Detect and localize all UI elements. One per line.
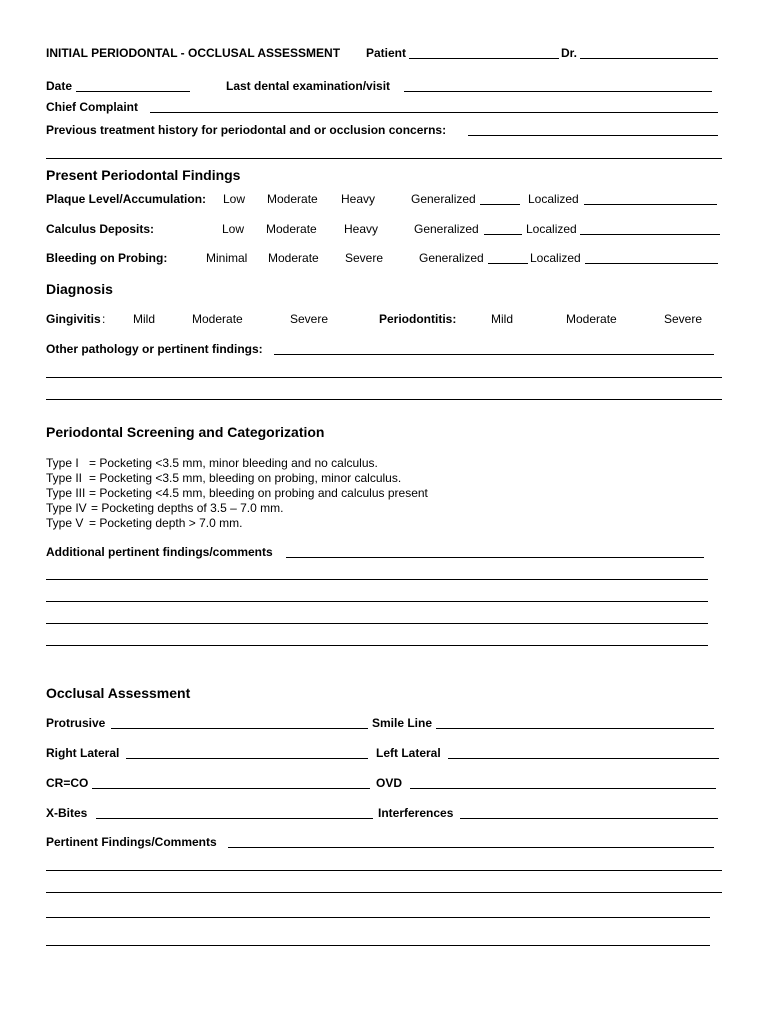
left-lateral-field[interactable] [448,758,719,759]
ovd-label: OVD [376,776,403,790]
bleeding-localized-field[interactable] [585,263,718,264]
cr-co-label: CR=CO [46,776,89,790]
plaque-generalized-field[interactable] [480,204,520,205]
type-i-label: Type I [46,456,79,470]
additional-findings-field[interactable] [286,557,704,558]
calculus-option-heavy[interactable]: Heavy [344,222,379,236]
gingivitis-label: Gingivitis [46,312,101,326]
bleeding-option-minimal[interactable]: Minimal [206,251,248,265]
calculus-option-low[interactable]: Low [222,222,245,236]
plaque-localized-field[interactable] [584,204,717,205]
screening-heading: Periodontal Screening and Categorization [46,424,325,440]
diagnosis-heading: Diagnosis [46,281,113,297]
type-iv-label: Type IV [46,501,87,515]
periodontitis-option-moderate[interactable]: Moderate [566,312,617,326]
doctor-label: Dr. [561,46,578,60]
bleeding-generalized-label: Generalized [419,251,484,265]
additional-findings-line-4[interactable] [46,623,708,624]
other-pathology-line-3[interactable] [46,399,722,400]
additional-findings-line-3[interactable] [46,601,708,602]
last-exam-label: Last dental examination/visit [226,79,391,93]
smile-line-label: Smile Line [372,716,433,730]
interferences-field[interactable] [460,818,718,819]
bleeding-option-moderate[interactable]: Moderate [268,251,319,265]
plaque-option-heavy[interactable]: Heavy [341,192,376,206]
date-label: Date [46,79,73,93]
cr-co-field[interactable] [92,788,370,789]
calculus-localized-field[interactable] [580,234,720,235]
type-i-desc: = Pocketing <3.5 mm, minor bleeding and no calculus. [89,456,378,470]
periodontitis-option-mild[interactable]: Mild [491,312,514,326]
protrusive-field[interactable] [111,728,368,729]
other-pathology-field[interactable] [274,354,714,355]
bleeding-localized-label: Localized [530,251,581,265]
bleeding-generalized-field[interactable] [488,263,528,264]
plaque-option-low[interactable]: Low [223,192,246,206]
occlusal-heading: Occlusal Assessment [46,685,191,701]
periodontitis-label: Periodontitis: [379,312,457,326]
protrusive-label: Protrusive [46,716,106,730]
bleeding-label: Bleeding on Probing: [46,251,168,265]
type-iii-desc: = Pocketing <4.5 mm, bleeding on probing and calculus present [89,486,428,500]
type-iv-desc: = Pocketing depths of 3.5 – 7.0 mm. [91,501,284,515]
smile-line-field[interactable] [436,728,714,729]
pertinent-comments-line-5[interactable] [46,945,710,946]
gingivitis-option-moderate[interactable]: Moderate [192,312,243,326]
other-pathology-line-2[interactable] [46,377,722,378]
previous-treatment-line-2[interactable] [46,158,722,159]
left-lateral-label: Left Lateral [376,746,441,760]
pertinent-comments-label: Pertinent Findings/Comments [46,835,217,849]
form-title: INITIAL PERIODONTAL - OCCLUSAL ASSESSMENT [46,46,341,60]
chief-complaint-label: Chief Complaint [46,100,138,114]
pertinent-comments-field[interactable] [228,847,714,848]
pertinent-comments-line-3[interactable] [46,892,722,893]
periodontitis-option-severe[interactable]: Severe [664,312,703,326]
x-bites-field[interactable] [96,818,373,819]
date-field[interactable] [76,91,190,92]
plaque-generalized-label: Generalized [411,192,476,206]
last-exam-field[interactable] [404,91,712,92]
type-v-label: Type V [46,516,84,530]
gingivitis-option-severe[interactable]: Severe [290,312,329,326]
pertinent-comments-line-2[interactable] [46,870,722,871]
additional-findings-line-5[interactable] [46,645,708,646]
ovd-field[interactable] [410,788,716,789]
plaque-option-moderate[interactable]: Moderate [267,192,318,206]
type-v-desc: = Pocketing depth > 7.0 mm. [89,516,243,530]
plaque-label: Plaque Level/Accumulation: [46,192,207,206]
gingivitis-option-mild[interactable]: Mild [133,312,156,326]
chief-complaint-field[interactable] [150,112,718,113]
right-lateral-field[interactable] [126,758,368,759]
plaque-localized-label: Localized [528,192,579,206]
additional-findings-line-2[interactable] [46,579,708,580]
pertinent-comments-line-4[interactable] [46,917,710,918]
type-iii-label: Type III [46,486,86,500]
findings-heading: Present Periodontal Findings [46,167,241,183]
bleeding-option-severe[interactable]: Severe [345,251,384,265]
patient-label: Patient [366,46,407,60]
additional-findings-label: Additional pertinent findings/comments [46,545,273,559]
gingivitis-colon: : [102,312,106,326]
type-ii-label: Type II [46,471,83,485]
calculus-generalized-label: Generalized [414,222,479,236]
doctor-field[interactable] [580,58,718,59]
patient-field[interactable] [409,58,559,59]
previous-treatment-label: Previous treatment history for periodontal and or occlusion concerns: [46,123,447,137]
previous-treatment-field[interactable] [468,135,718,136]
interferences-label: Interferences [378,806,454,820]
type-ii-desc: = Pocketing <3.5 mm, bleeding on probing, minor calculus. [89,471,402,485]
calculus-localized-label: Localized [526,222,577,236]
x-bites-label: X-Bites [46,806,88,820]
calculus-generalized-field[interactable] [484,234,522,235]
calculus-option-moderate[interactable]: Moderate [266,222,317,236]
calculus-label: Calculus Deposits: [46,222,155,236]
other-pathology-label: Other pathology or pertinent findings: [46,342,263,356]
right-lateral-label: Right Lateral [46,746,120,760]
